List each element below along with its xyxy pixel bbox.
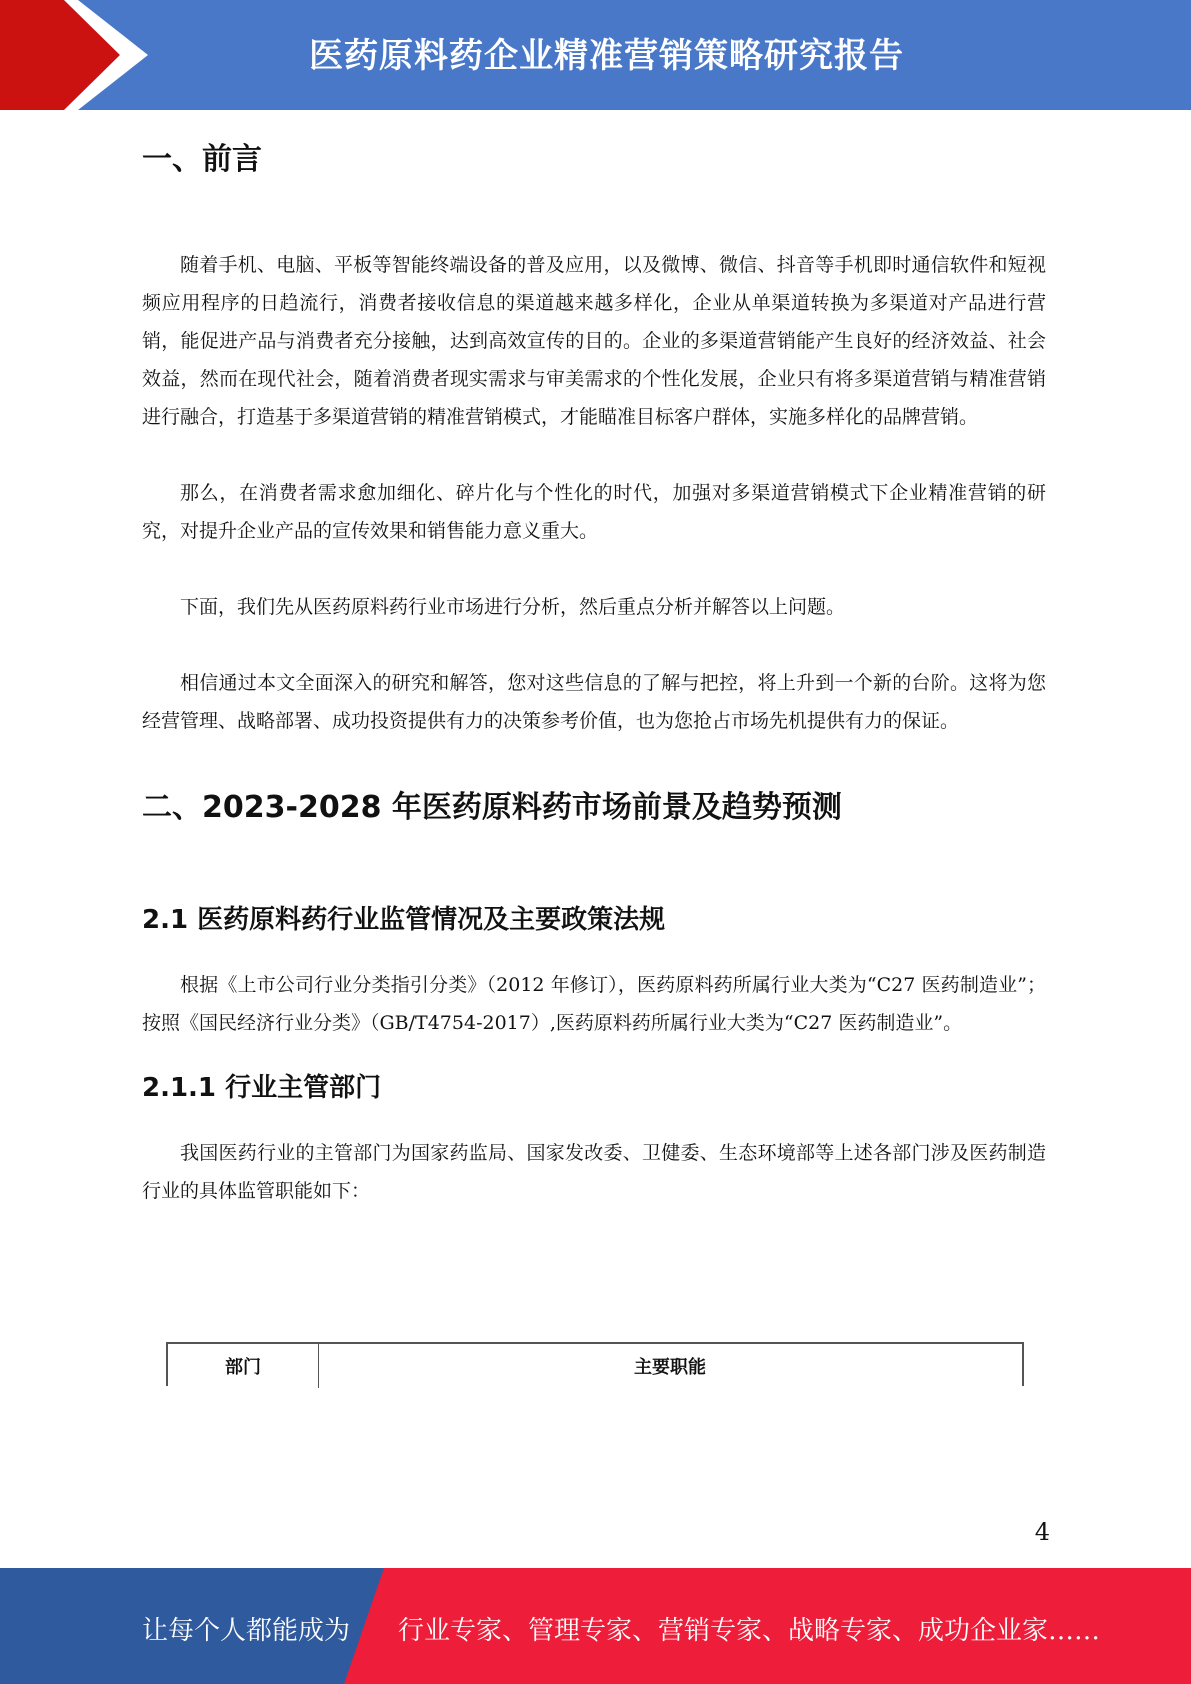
- header-chevron-graphic: [0, 0, 160, 110]
- footer-banner: [0, 1568, 1191, 1684]
- paragraph: 随着手机、电脑、平板等智能终端设备的普及应用，以及微博、微信、抖音等手机即时通信软件和短视频应用程序的日趋流行，消费者接收信息的渠道越来越多样化，企业从单渠道转换为多渠道对产品进行营销，能促进产品与消费者充分接触，达到高效宣传的目的。企业的多渠道营销能产生良好的经济效益、社会效益，然而在现代社会，随着消费者现实需求与审美需求的个性化发展，企业只有将多渠道营销与精准营销进行融合，打造基于多渠道营销的精准营销模式，才能瞄准目标客户群体，实施多样化的品牌营销。: [142, 254, 1046, 428]
- regulator-table: [166, 1342, 1024, 1386]
- paragraph: 下面，我们先从医药原料药行业市场进行分析，然后重点分析并解答以上问题。: [180, 596, 846, 618]
- subsection-heading-authorities: 2.1.1 行业主管部门: [142, 1073, 382, 1103]
- header-banner: [0, 0, 1191, 110]
- section-heading-preface: 一、前言: [142, 142, 262, 177]
- table-header-department: 部门: [225, 1357, 261, 1378]
- subsection-heading-regulation: 2.1 医药原料药行业监管情况及主要政策法规: [142, 905, 666, 935]
- paragraph: 我国医药行业的主管部门为国家药监局、国家发改委、卫健委、生态环境部等上述各部门涉及医药制造行业的具体监管职能如下：: [142, 1142, 1046, 1202]
- document-body: [142, 130, 1046, 1210]
- table-header-duties: 主要职能: [634, 1357, 706, 1378]
- paragraph: 相信通过本文全面深入的研究和解答，您对这些信息的了解与把控，将上升到一个新的台阶。这将为您经营管理、战略部署、成功投资提供有力的决策参考价值，也为您抢占市场先机提供有力的保证。: [142, 672, 1046, 732]
- report-title: 医药原料药企业精准营销策略研究报告: [309, 36, 904, 76]
- paragraph: 那么，在消费者需求愈加细化、碎片化与个性化的时代，加强对多渠道营销模式下企业精准营销的研究，对提升企业产品的宣传效果和销售能力意义重大。: [142, 482, 1046, 542]
- footer-slogan-left: 让每个人都能成为: [142, 1616, 351, 1646]
- page-number: 4: [1034, 1518, 1050, 1546]
- table-header-cell: [318, 1344, 1022, 1388]
- section-heading-forecast: 二、2023-2028 年医药原料药市场前景及趋势预测: [142, 790, 842, 825]
- footer-slogan-right: 行业专家、管理专家、营销专家、战略专家、成功企业家……: [398, 1616, 1101, 1646]
- table-header-cell: [168, 1344, 319, 1388]
- paragraph: 根据《上市公司行业分类指引分类》（2012 年修订），医药原料药所属行业大类为“C27 医药制造业”；按照《国民经济行业分类》（GB/T4754-2017）,医药原料药所属行业大类为“C27 医药制造业”。: [142, 974, 1046, 1034]
